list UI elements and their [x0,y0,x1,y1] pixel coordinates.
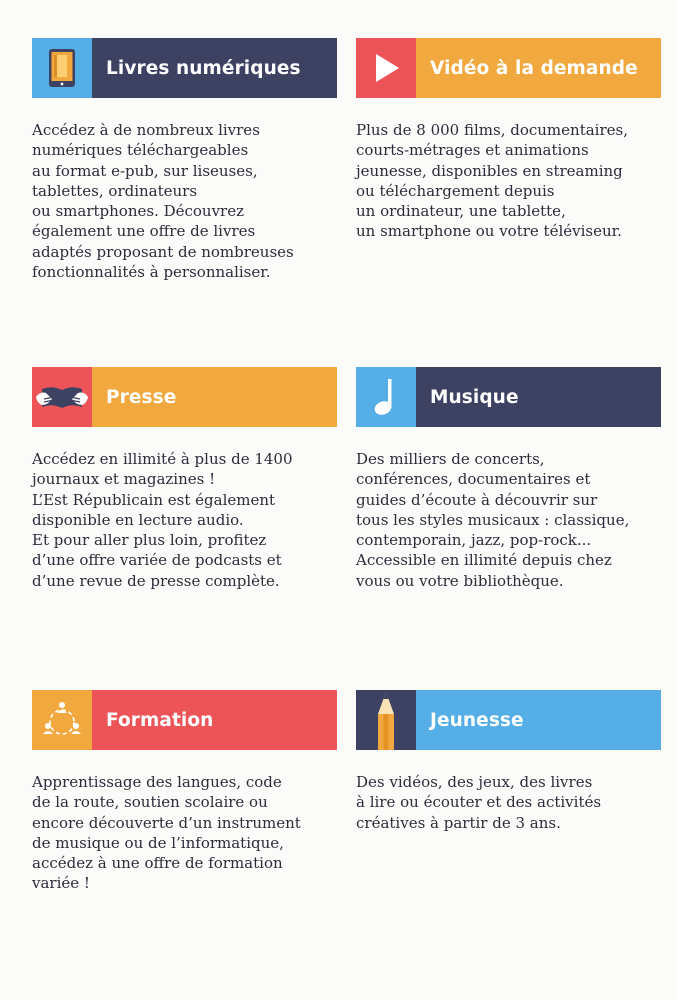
section-header [356,690,661,750]
section-description: Accédez à de nombreux livres numériques téléchargeables au format e-pub, sur liseuses, tablettes, ordinateurs ou smartphones. Découvrez également une offre de livres adaptés proposant de nombreuses fonctionnalités à personnaliser. [32,121,294,282]
play-icon [356,38,416,98]
section-description: Accédez en illimité à plus de 1400 journaux et magazines ! L’Est Républicain est également disponible en lecture audio. Et pour aller plus loin, profitez d’une offre variée de podcasts et d’une revue de presse complète. [32,450,293,590]
section-header [32,38,337,98]
section-musique [356,367,661,591]
section-video-a-la-demande [356,38,661,242]
section-header [356,367,661,427]
section-title: Vidéo à la demande [416,38,661,98]
section-description: Des milliers de concerts, conférences, documentaires et guides d’écoute à découvrir sur tous les styles musicaux : classique, contemporain, jazz, pop-rock... Accessible en illimité depuis chez vous ou votre bibliothèque. [356,450,630,590]
section-presse [32,367,337,591]
music-note-icon [356,367,416,427]
section-jeunesse [356,690,661,833]
tablet-book-icon [32,38,92,98]
people-network-icon [32,690,92,750]
newspaper-hands-icon [32,367,92,427]
section-title: Livres numériques [92,38,337,98]
section-description: Plus de 8 000 films, documentaires, courts-métrages et animations jeunesse, disponibles en streaming ou téléchargement depuis un ordinateur, une tablette, un smartphone ou votre téléviseur. [356,121,628,241]
section-description: Apprentissage des langues, code de la route, soutien scolaire ou encore découverte d’un instrument de musique ou de l’informatique, accédez à une offre de formation variée ! [32,773,301,893]
section-title: Presse [92,367,337,427]
section-title: Jeunesse [416,690,661,750]
section-formation [32,690,337,894]
section-header [356,38,661,98]
section-header [32,690,337,750]
section-header [32,367,337,427]
section-description: Des vidéos, des jeux, des livres à lire ou écouter et des activités créatives à partir de 3 ans. [356,773,602,832]
section-livres-numeriques [32,38,337,282]
section-title: Formation [92,690,337,750]
section-title: Musique [416,367,661,427]
pencil-icon [356,690,416,750]
